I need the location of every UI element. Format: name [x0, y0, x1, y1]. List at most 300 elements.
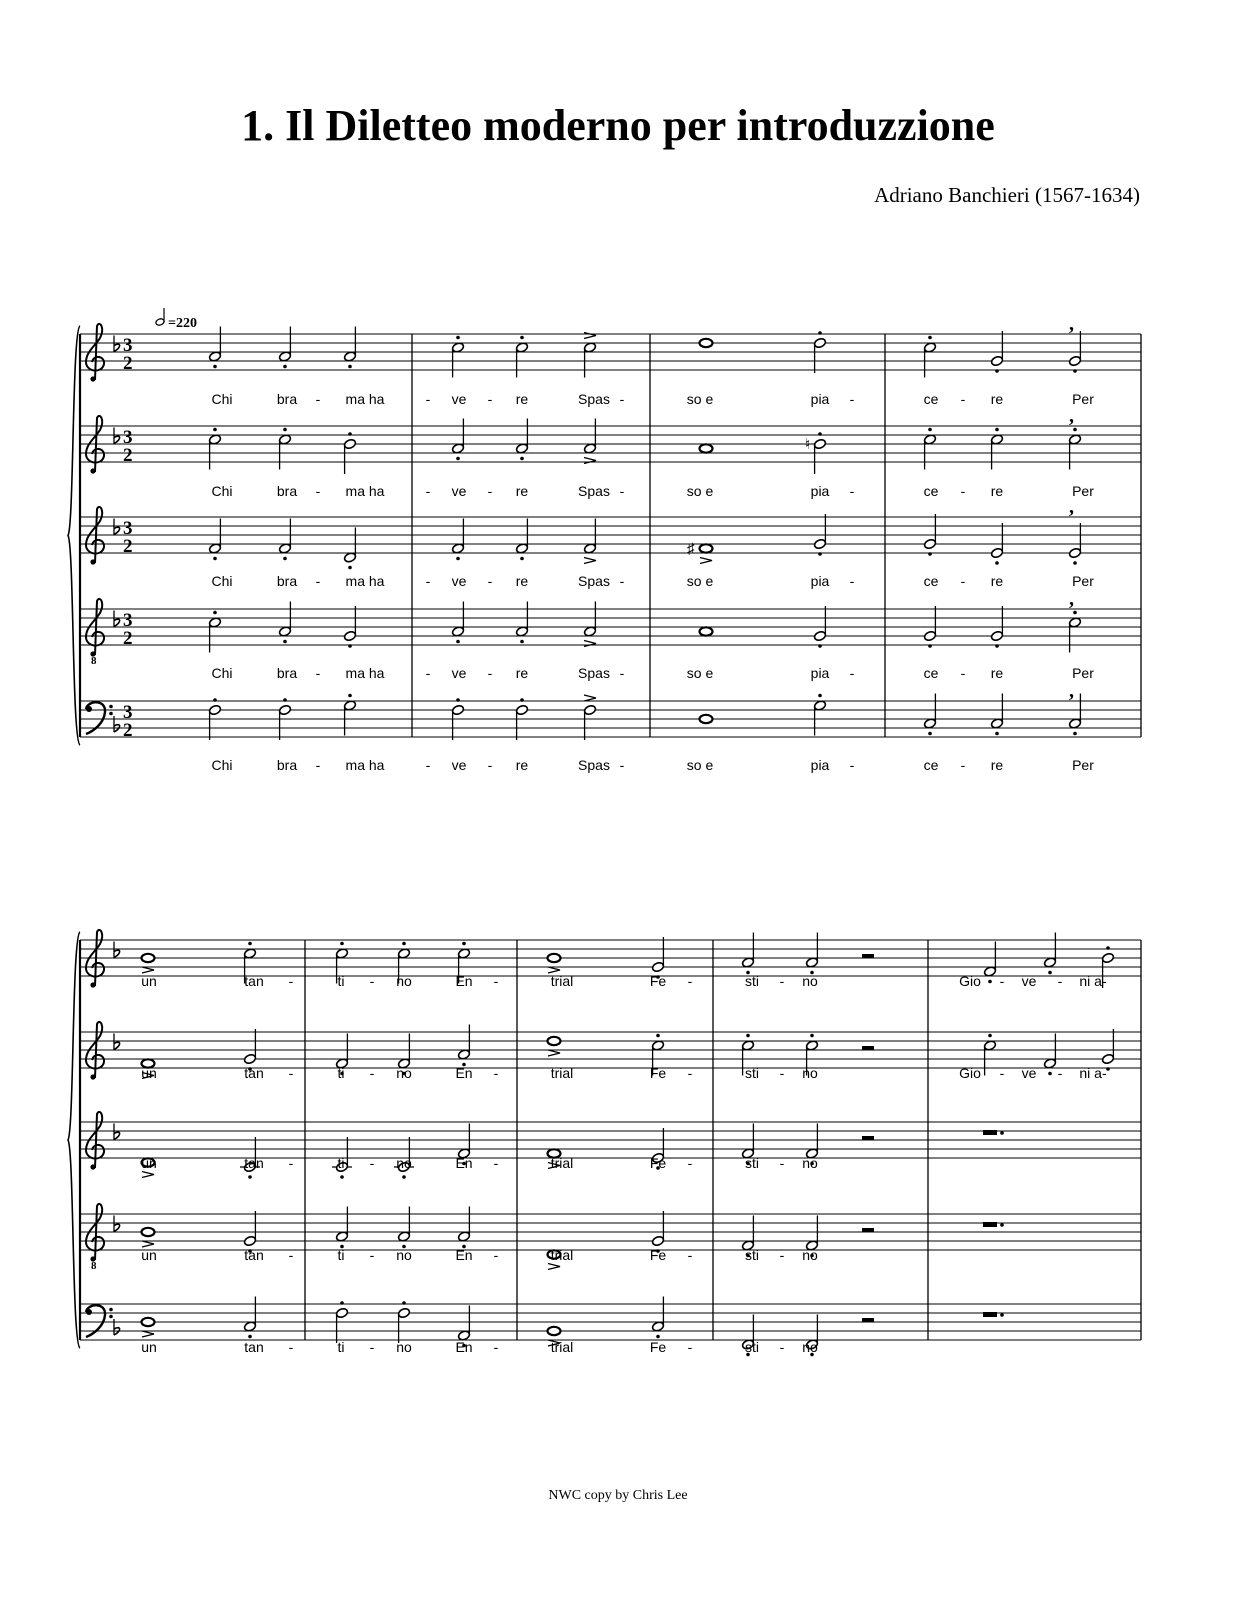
lyric-syllable: so e [686, 757, 714, 773]
staccato-dot [818, 552, 822, 556]
accent-icon [584, 458, 596, 464]
lyric-syllable: so e [686, 573, 714, 589]
treble-clef-icon [86, 507, 104, 565]
staccato-dot [456, 557, 460, 561]
lyric-hyphen: - [493, 1339, 499, 1355]
note [278, 602, 291, 644]
lyrics-line [141, 1339, 818, 1355]
lyric-syllable: un [141, 1155, 157, 1171]
note [142, 954, 155, 973]
lyric-syllable: pia [810, 483, 830, 499]
note [983, 1034, 996, 1076]
lyric-hyphen: - [487, 483, 493, 499]
whole-rest [983, 1312, 997, 1317]
note [813, 694, 826, 736]
lyric-hyphen: - [425, 483, 431, 499]
lyric-syllable: ni a- [1079, 973, 1107, 989]
lyric-syllable: sti [745, 1065, 759, 1081]
staff [80, 930, 1141, 989]
lyric-syllable: ve [451, 391, 467, 407]
lyric-syllable: ti [337, 1247, 345, 1263]
lyric-hyphen: - [619, 757, 625, 773]
lyric-syllable: Per [1072, 757, 1094, 773]
lyric-syllable: Fe [649, 973, 667, 989]
lyric-syllable: ce [923, 665, 939, 681]
staccato-dot [248, 1335, 252, 1339]
note [805, 933, 818, 975]
staccato-dot [995, 369, 999, 373]
lyric-syllable: ma ha [345, 391, 385, 407]
staccato-dot [402, 1175, 406, 1179]
note [397, 1207, 410, 1249]
lyrics-line [211, 391, 1094, 407]
staccato-dot [520, 457, 524, 461]
lyric-syllable: re [515, 483, 529, 499]
lyric-hyphen: - [960, 665, 966, 681]
lyric-syllable: no [802, 1339, 818, 1355]
staccato-dot [213, 557, 217, 561]
breath-mark-icon: , [1069, 588, 1074, 610]
staccato-dot [456, 457, 460, 461]
system-bracket [68, 932, 80, 1348]
staccato-dot [1073, 369, 1077, 373]
lyric-syllable: re [990, 573, 1004, 589]
time-sig-bottom: 2 [123, 353, 133, 375]
lyric-hyphen: - [369, 1155, 375, 1171]
lyric-syllable: trial [550, 1155, 574, 1171]
tempo-marking [155, 308, 197, 331]
lyric-syllable: Gio [959, 1065, 981, 1081]
staccato-dot [995, 561, 999, 565]
lyric-hyphen: - [315, 391, 321, 407]
staccato-dot [928, 428, 932, 432]
lyric-syllable: ve [1021, 1065, 1037, 1081]
lyric-hyphen: - [960, 573, 966, 589]
lyric-hyphen: - [619, 391, 625, 407]
accent-icon [142, 1172, 154, 1178]
sharp-icon: ♯ [687, 541, 695, 558]
lyric-hyphen: - [315, 573, 321, 589]
lyric-syllable: tan [244, 1247, 264, 1263]
lyric-syllable: re [515, 757, 529, 773]
breath-mark-icon: , [1069, 680, 1074, 702]
half-rest [862, 1136, 874, 1140]
note [515, 519, 528, 561]
note [208, 519, 221, 561]
lyric-syllable: bra [276, 483, 298, 499]
lyrics-line [141, 1155, 818, 1171]
note [515, 336, 528, 378]
staccato-dot [283, 640, 287, 644]
half-rest [862, 1318, 874, 1322]
staccato-dot [213, 365, 217, 369]
breath-mark-icon: , [1069, 405, 1074, 427]
lyric-hyphen: - [999, 973, 1005, 989]
lyric-syllable: Fe [649, 1247, 667, 1263]
lyric-syllable: re [515, 665, 529, 681]
time-sig-top: 3 [123, 427, 133, 449]
time-sig-top: 3 [123, 610, 133, 632]
lyrics-line [211, 665, 1094, 681]
note [583, 695, 596, 740]
lyric-hyphen: - [849, 665, 855, 681]
note [548, 1037, 561, 1056]
staccato-dot [456, 336, 460, 340]
lyric-hyphen: - [493, 973, 499, 989]
note [1068, 405, 1081, 470]
staccato-dot [283, 428, 287, 432]
lyric-syllable: tan [244, 1339, 264, 1355]
lyric-syllable: ce [923, 391, 939, 407]
staccato-dot [456, 698, 460, 702]
lyric-syllable: Gio [959, 973, 981, 989]
lyric-hyphen: - [849, 573, 855, 589]
note [1068, 496, 1081, 565]
lyric-hyphen: - [493, 1065, 499, 1081]
staccato-dot [810, 1034, 814, 1038]
treble-clef-icon [86, 416, 104, 474]
staccato-dot [818, 694, 822, 698]
lyric-hyphen: - [493, 1247, 499, 1263]
lyric-hyphen: - [779, 1247, 785, 1263]
note [142, 1318, 155, 1337]
lyric-syllable: Per [1072, 391, 1094, 407]
staff [80, 1297, 1141, 1357]
lyric-syllable: pia [810, 391, 830, 407]
lyric-syllable: ni a- [1079, 1065, 1107, 1081]
staccato-dot [340, 942, 344, 946]
lyric-syllable: Chi [211, 757, 233, 773]
lyric-syllable: trial [550, 973, 574, 989]
whole-rest [983, 1222, 997, 1227]
staccato-dot [746, 1034, 750, 1038]
note [343, 528, 356, 570]
lyric-syllable: Chi [211, 573, 233, 589]
lyric-hyphen: - [619, 665, 625, 681]
staccato-dot [520, 640, 524, 644]
note [457, 1207, 470, 1249]
lyric-syllable: Per [1072, 665, 1094, 681]
lyric-syllable: Chi [211, 483, 233, 499]
lyric-syllable: ve [1021, 973, 1037, 989]
lyric-hyphen: - [779, 1065, 785, 1081]
note [990, 428, 1003, 470]
time-sig-top: 3 [123, 702, 133, 724]
octave-mark: 8 [91, 1260, 97, 1272]
lyric-syllable: bra [276, 391, 298, 407]
lyric-hyphen: - [487, 757, 493, 773]
lyric-syllable: Spas [578, 757, 610, 773]
composer-credit: Adriano Banchieri (1567-1634) [874, 183, 1140, 207]
staccato-dot [928, 552, 932, 556]
note [457, 1025, 470, 1067]
bass-clef-icon [86, 1305, 113, 1337]
lyric-syllable: un [141, 973, 157, 989]
lyric-hyphen: - [849, 757, 855, 773]
staff [80, 680, 1141, 773]
lyric-hyphen: - [288, 1339, 294, 1355]
staccato-dot [213, 698, 217, 702]
lyric-syllable: Chi [211, 665, 233, 681]
lyric-hyphen: - [425, 757, 431, 773]
time-sig-bottom: 2 [123, 536, 133, 558]
system-bracket [68, 326, 80, 745]
staccato-dot [348, 432, 352, 436]
note [1068, 680, 1081, 735]
lyric-hyphen: - [493, 1155, 499, 1171]
note [583, 602, 596, 647]
lyric-syllable: ma ha [345, 573, 385, 589]
note [700, 715, 713, 723]
lyric-hyphen: - [487, 391, 493, 407]
lyric-syllable: ce [923, 483, 939, 499]
note [983, 942, 996, 984]
natural-icon: ♮ [805, 437, 811, 453]
staff [80, 588, 1141, 681]
lyric-syllable: no [802, 1155, 818, 1171]
lyric-hyphen: - [779, 1155, 785, 1171]
lyric-syllable: sti [745, 1247, 759, 1263]
score-system [68, 930, 1141, 1356]
note [515, 419, 528, 461]
treble-clef-icon [86, 1112, 104, 1170]
lyric-syllable: no [396, 1339, 412, 1355]
staccato-dot [348, 694, 352, 698]
lyric-syllable: un [141, 1339, 157, 1355]
note [548, 954, 561, 973]
lyric-hyphen: - [687, 973, 693, 989]
staccato-dot [248, 1175, 252, 1179]
staccato-dot [1106, 946, 1110, 950]
staccato-dot [520, 698, 524, 702]
lyric-syllable: ve [451, 757, 467, 773]
note [243, 1297, 256, 1339]
staccato-dot [1073, 611, 1077, 615]
lyric-hyphen: - [960, 483, 966, 499]
bass-clef-icon [86, 702, 113, 734]
lyric-syllable: tan [244, 973, 264, 989]
treble-clef-icon [86, 1022, 104, 1080]
lyric-hyphen: - [779, 973, 785, 989]
lyric-syllable: ve [451, 483, 467, 499]
lyric-syllable: re [990, 757, 1004, 773]
note [451, 602, 464, 644]
staccato-dot [988, 980, 992, 984]
lyric-syllable: ti [337, 1339, 345, 1355]
note [208, 327, 221, 369]
lyric-hyphen: - [288, 1247, 294, 1263]
lyric-syllable: no [802, 973, 818, 989]
staccato-dot [348, 365, 352, 369]
lyric-hyphen: - [999, 1065, 1005, 1081]
lyrics-line [211, 483, 1094, 499]
time-sig-bottom: 2 [123, 628, 133, 650]
lyric-syllable: un [141, 1065, 157, 1081]
staccato-dot [995, 732, 999, 736]
note [142, 1228, 155, 1247]
lyric-syllable: pia [810, 757, 830, 773]
lyric-syllable: re [990, 665, 1004, 681]
staccato-dot [283, 557, 287, 561]
staff [80, 313, 1141, 407]
lyric-syllable: pia [810, 665, 830, 681]
lyric-syllable: Fe [649, 1339, 667, 1355]
lyric-syllable: ve [451, 665, 467, 681]
staccato-dot [456, 640, 460, 644]
lyric-syllable: Spas [578, 573, 610, 589]
staccato-dot [1073, 561, 1077, 565]
lyric-syllable: Fe [649, 1065, 667, 1081]
lyrics-line [141, 1247, 818, 1263]
lyrics-line [141, 1065, 1107, 1081]
time-sig-bottom: 2 [123, 445, 133, 467]
half-rest [862, 1228, 874, 1232]
time-sig-bottom: 2 [123, 720, 133, 742]
lyric-syllable: un [141, 1247, 157, 1263]
note [583, 333, 596, 378]
lyric-hyphen: - [687, 1247, 693, 1263]
treble-clef-icon [86, 324, 104, 382]
staff [80, 1022, 1141, 1081]
lyric-hyphen: - [369, 1339, 375, 1355]
lyric-hyphen: - [369, 1247, 375, 1263]
lyric-hyphen: - [487, 665, 493, 681]
note [923, 428, 936, 470]
half-rest [862, 1046, 874, 1050]
lyric-hyphen: - [619, 573, 625, 589]
accent-icon [584, 333, 596, 339]
lyric-syllable: En [455, 1155, 473, 1171]
treble-clef-icon [86, 930, 104, 988]
lyric-syllable: tan [244, 1065, 264, 1081]
staccato-dot [520, 557, 524, 561]
breath-mark-icon: , [1069, 313, 1074, 335]
note [741, 933, 754, 975]
lyric-syllable: so e [686, 483, 714, 499]
note [700, 444, 713, 452]
accent-icon [584, 695, 596, 701]
note [923, 694, 936, 736]
lyric-hyphen: - [425, 665, 431, 681]
note [451, 519, 464, 561]
staccato-dot [402, 1301, 406, 1305]
lyric-syllable: ce [923, 573, 939, 589]
lyric-hyphen: - [960, 391, 966, 407]
treble-clef-icon [86, 599, 104, 657]
lyric-syllable: trial [550, 1065, 574, 1081]
note [583, 419, 596, 464]
score-system [68, 308, 1141, 773]
lyric-hyphen: - [315, 483, 321, 499]
lyric-hyphen: - [779, 1339, 785, 1355]
lyric-syllable: ma ha [345, 483, 385, 499]
staccato-dot [1073, 428, 1077, 432]
lyric-syllable: En [455, 1339, 473, 1355]
lyric-hyphen: - [425, 573, 431, 589]
lyric-syllable: sti [745, 1339, 759, 1355]
staccato-dot [818, 331, 822, 335]
staccato-dot [283, 365, 287, 369]
lyric-syllable: re [515, 573, 529, 589]
note [343, 694, 356, 736]
staff [80, 496, 1141, 589]
lyric-syllable: no [802, 1065, 818, 1081]
staccato-dot [1048, 1072, 1052, 1076]
breath-mark-icon: , [1069, 496, 1074, 518]
lyric-syllable: bra [276, 757, 298, 773]
staccato-dot [928, 644, 932, 648]
note [335, 1207, 348, 1249]
lyric-syllable: ti [337, 973, 345, 989]
note [700, 339, 713, 347]
lyric-syllable: bra [276, 573, 298, 589]
lyric-syllable: sti [745, 1155, 759, 1171]
whole-rest [983, 1130, 997, 1135]
note [451, 336, 464, 378]
accent-icon [700, 558, 712, 564]
note [208, 428, 221, 470]
lyric-syllable: ve [451, 573, 467, 589]
lyric-syllable: ti [337, 1155, 345, 1171]
accent-icon [142, 1331, 154, 1337]
note [583, 519, 596, 564]
staccato-dot [1073, 732, 1077, 736]
lyric-syllable: re [990, 391, 1004, 407]
lyric-syllable: trial [550, 1247, 574, 1263]
staccato-dot [995, 644, 999, 648]
lyric-syllable: trial [550, 1339, 574, 1355]
lyric-syllable: Per [1072, 483, 1094, 499]
lyric-syllable: tan [244, 1155, 264, 1171]
lyric-syllable: so e [686, 391, 714, 407]
lyric-syllable: Per [1072, 573, 1094, 589]
treble-clef-icon [86, 1204, 104, 1262]
lyric-syllable: re [515, 391, 529, 407]
staccato-dot [656, 1335, 660, 1339]
lyric-hyphen: - [369, 1065, 375, 1081]
note [651, 1297, 664, 1339]
lyric-hyphen: - [849, 391, 855, 407]
lyric-syllable: no [396, 1065, 412, 1081]
staccato-dot [520, 336, 524, 340]
lyric-syllable: ce [923, 757, 939, 773]
lyric-syllable: En [455, 973, 473, 989]
lyric-syllable: so e [686, 665, 714, 681]
staccato-dot [656, 1034, 660, 1038]
lyric-hyphen: - [960, 757, 966, 773]
lyric-syllable: no [396, 973, 412, 989]
staccato-dot [818, 644, 822, 648]
staccato-dot [1048, 971, 1052, 975]
lyric-syllable: ma ha [345, 757, 385, 773]
lyric-hyphen: - [315, 757, 321, 773]
time-sig-top: 3 [123, 518, 133, 540]
lyric-syllable: Spas [578, 665, 610, 681]
lyric-hyphen: - [687, 1339, 693, 1355]
lyrics-line [211, 757, 1094, 773]
accent-icon [584, 641, 596, 647]
tempo-text: =220 [168, 316, 197, 331]
note [451, 419, 464, 461]
staccato-dot [928, 336, 932, 340]
staccato-dot [248, 942, 252, 946]
lyric-syllable: En [455, 1065, 473, 1081]
lyric-syllable: bra [276, 665, 298, 681]
note [515, 602, 528, 644]
staccato-dot [462, 942, 466, 946]
staff [80, 1204, 1141, 1272]
accent-icon [548, 1050, 560, 1056]
